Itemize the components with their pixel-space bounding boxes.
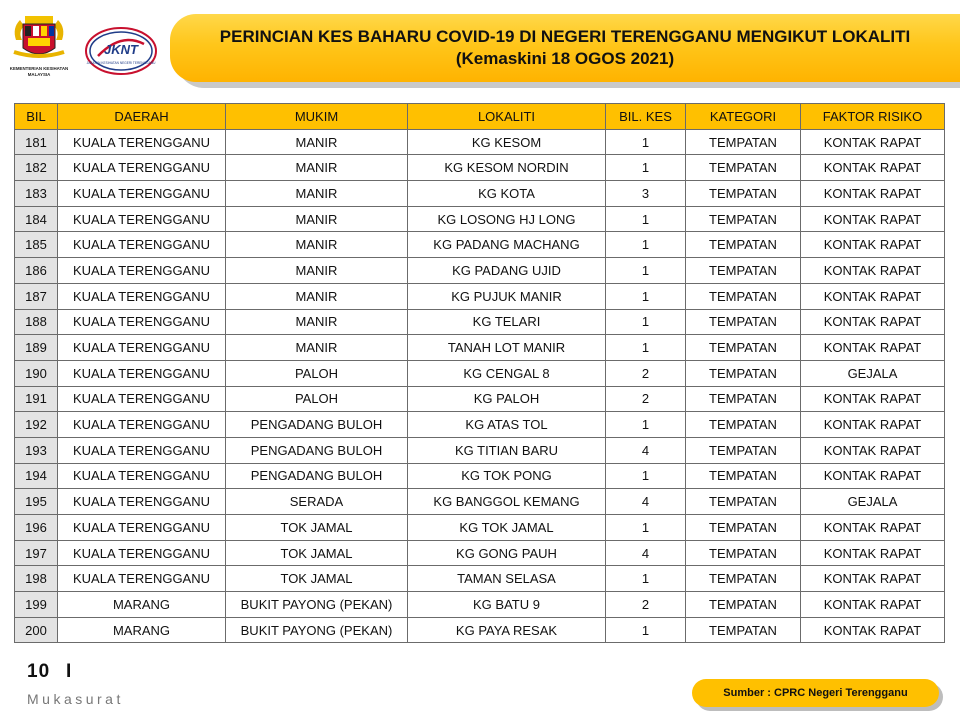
cell-bil-kes: 4	[606, 540, 686, 566]
cell-daerah: KUALA TERENGGANU	[58, 335, 226, 361]
table-row	[15, 386, 945, 412]
cell-lokaliti: KG GONG PAUH	[408, 540, 606, 566]
cell-bil: 195	[15, 489, 58, 515]
cell-daerah: KUALA TERENGGANU	[58, 360, 226, 386]
cell-kategori: TEMPATAN	[686, 360, 801, 386]
header-col-daerah: DAERAH	[58, 104, 226, 130]
cell-faktor-risiko: KONTAK RAPAT	[801, 129, 945, 155]
cell-mukim: MANIR	[226, 335, 408, 361]
cell-lokaliti: KG BATU 9	[408, 592, 606, 618]
cell-mukim: TOK JAMAL	[226, 540, 408, 566]
table-row	[15, 232, 945, 258]
table-row	[15, 129, 945, 155]
cell-lokaliti: KG KOTA	[408, 181, 606, 207]
cell-daerah: KUALA TERENGGANU	[58, 515, 226, 541]
cell-bil-kes: 1	[606, 309, 686, 335]
cell-daerah: MARANG	[58, 592, 226, 618]
cell-bil-kes: 1	[606, 129, 686, 155]
table-row	[15, 206, 945, 232]
cell-bil: 183	[15, 181, 58, 207]
cell-daerah: KUALA TERENGGANU	[58, 566, 226, 592]
table-row	[15, 463, 945, 489]
cell-daerah: KUALA TERENGGANU	[58, 309, 226, 335]
cell-bil-kes: 2	[606, 386, 686, 412]
cell-faktor-risiko: KONTAK RAPAT	[801, 335, 945, 361]
cell-bil: 192	[15, 412, 58, 438]
cell-bil-kes: 3	[606, 181, 686, 207]
cell-bil: 185	[15, 232, 58, 258]
cell-daerah: KUALA TERENGGANU	[58, 283, 226, 309]
cell-mukim: PENGADANG BULOH	[226, 412, 408, 438]
page-word: Mukasurat	[27, 691, 124, 707]
cell-kategori: TEMPATAN	[686, 181, 801, 207]
cell-kategori: TEMPATAN	[686, 283, 801, 309]
cell-lokaliti: KG TITIAN BARU	[408, 437, 606, 463]
table-row	[15, 437, 945, 463]
cell-daerah: KUALA TERENGGANU	[58, 181, 226, 207]
cell-bil: 184	[15, 206, 58, 232]
cell-mukim: MANIR	[226, 309, 408, 335]
cell-kategori: TEMPATAN	[686, 129, 801, 155]
cell-bil-kes: 2	[606, 360, 686, 386]
cell-lokaliti: KG PADANG MACHANG	[408, 232, 606, 258]
header-col-faktor-risiko: FAKTOR RISIKO	[801, 104, 945, 130]
svg-text:JABATAN KESIHATAN NEGERI TEREN: JABATAN KESIHATAN NEGERI TERENGGANU	[86, 61, 156, 65]
cell-daerah: KUALA TERENGGANU	[58, 155, 226, 181]
cell-kategori: TEMPATAN	[686, 309, 801, 335]
cell-bil-kes: 1	[606, 617, 686, 643]
cell-kategori: TEMPATAN	[686, 206, 801, 232]
header-col-kategori: KATEGORI	[686, 104, 801, 130]
jknt-logo	[84, 26, 158, 76]
svg-text:KEMENTERIAN KESIHATAN: KEMENTERIAN KESIHATAN	[9, 66, 69, 71]
cell-bil: 196	[15, 515, 58, 541]
cell-faktor-risiko: KONTAK RAPAT	[801, 283, 945, 309]
cell-daerah: KUALA TERENGGANU	[58, 540, 226, 566]
cell-faktor-risiko: KONTAK RAPAT	[801, 463, 945, 489]
cell-mukim: BUKIT PAYONG (PEKAN)	[226, 592, 408, 618]
cell-bil-kes: 1	[606, 258, 686, 284]
cell-faktor-risiko: KONTAK RAPAT	[801, 412, 945, 438]
cell-kategori: TEMPATAN	[686, 412, 801, 438]
table-row	[15, 592, 945, 618]
cell-faktor-risiko: KONTAK RAPAT	[801, 540, 945, 566]
cell-bil: 182	[15, 155, 58, 181]
table-row	[15, 489, 945, 515]
cell-lokaliti: KG TOK PONG	[408, 463, 606, 489]
table-row	[15, 412, 945, 438]
cell-daerah: KUALA TERENGGANU	[58, 386, 226, 412]
cell-lokaliti: KG TOK JAMAL	[408, 515, 606, 541]
cell-daerah: KUALA TERENGGANU	[58, 258, 226, 284]
cell-daerah: KUALA TERENGGANU	[58, 412, 226, 438]
header-col-bil-kes: BIL. KES	[606, 104, 686, 130]
cell-faktor-risiko: GEJALA	[801, 489, 945, 515]
table-row	[15, 258, 945, 284]
cell-bil-kes: 1	[606, 232, 686, 258]
cell-mukim: MANIR	[226, 129, 408, 155]
cell-bil-kes: 2	[606, 592, 686, 618]
cell-lokaliti: TANAH LOT MANIR	[408, 335, 606, 361]
table-row	[15, 566, 945, 592]
cell-kategori: TEMPATAN	[686, 566, 801, 592]
cell-faktor-risiko: KONTAK RAPAT	[801, 181, 945, 207]
cell-faktor-risiko: KONTAK RAPAT	[801, 155, 945, 181]
cell-mukim: TOK JAMAL	[226, 515, 408, 541]
cell-kategori: TEMPATAN	[686, 437, 801, 463]
cell-faktor-risiko: KONTAK RAPAT	[801, 437, 945, 463]
cell-mukim: MANIR	[226, 206, 408, 232]
cell-daerah: MARANG	[58, 617, 226, 643]
page-separator: I	[66, 661, 72, 682]
cell-faktor-risiko: KONTAK RAPAT	[801, 206, 945, 232]
cell-lokaliti: KG PALOH	[408, 386, 606, 412]
cell-bil-kes: 1	[606, 412, 686, 438]
cell-bil: 197	[15, 540, 58, 566]
cell-mukim: PALOH	[226, 386, 408, 412]
cell-mukim: MANIR	[226, 155, 408, 181]
table-row	[15, 540, 945, 566]
cell-mukim: PENGADANG BULOH	[226, 463, 408, 489]
cell-bil-kes: 1	[606, 206, 686, 232]
cell-lokaliti: KG BANGGOL KEMANG	[408, 489, 606, 515]
cell-faktor-risiko: KONTAK RAPAT	[801, 386, 945, 412]
cell-bil-kes: 4	[606, 489, 686, 515]
cell-bil: 194	[15, 463, 58, 489]
cell-bil: 193	[15, 437, 58, 463]
cell-bil-kes: 1	[606, 283, 686, 309]
cell-bil-kes: 1	[606, 566, 686, 592]
cell-mukim: PENGADANG BULOH	[226, 437, 408, 463]
cell-bil: 186	[15, 258, 58, 284]
title-line-2: (Kemaskini 18 OGOS 2021)	[455, 49, 675, 68]
svg-text:MALAYSIA: MALAYSIA	[27, 72, 51, 77]
cell-faktor-risiko: GEJALA	[801, 360, 945, 386]
header-col-mukim: MUKIM	[226, 104, 408, 130]
cell-mukim: MANIR	[226, 258, 408, 284]
cell-faktor-risiko: KONTAK RAPAT	[801, 566, 945, 592]
cell-kategori: TEMPATAN	[686, 489, 801, 515]
cell-kategori: TEMPATAN	[686, 592, 801, 618]
cell-kategori: TEMPATAN	[686, 386, 801, 412]
table-body	[15, 129, 945, 643]
cell-bil-kes: 4	[606, 437, 686, 463]
cell-lokaliti: KG TELARI	[408, 309, 606, 335]
page-title	[175, 26, 955, 70]
table-row	[15, 181, 945, 207]
cell-bil: 187	[15, 283, 58, 309]
cell-mukim: MANIR	[226, 232, 408, 258]
cell-daerah: KUALA TERENGGANU	[58, 463, 226, 489]
cell-daerah: KUALA TERENGGANU	[58, 206, 226, 232]
cell-mukim: BUKIT PAYONG (PEKAN)	[226, 617, 408, 643]
cell-daerah: KUALA TERENGGANU	[58, 232, 226, 258]
cell-faktor-risiko: KONTAK RAPAT	[801, 232, 945, 258]
table-row	[15, 335, 945, 361]
cell-lokaliti: KG LOSONG HJ LONG	[408, 206, 606, 232]
cell-kategori: TEMPATAN	[686, 515, 801, 541]
table-row	[15, 283, 945, 309]
cell-daerah: KUALA TERENGGANU	[58, 129, 226, 155]
table-row	[15, 155, 945, 181]
cell-mukim: SERADA	[226, 489, 408, 515]
cell-mukim: PALOH	[226, 360, 408, 386]
cell-kategori: TEMPATAN	[686, 335, 801, 361]
cell-kategori: TEMPATAN	[686, 232, 801, 258]
cell-lokaliti: KG KESOM NORDIN	[408, 155, 606, 181]
cell-kategori: TEMPATAN	[686, 258, 801, 284]
cell-mukim: TOK JAMAL	[226, 566, 408, 592]
cell-daerah: KUALA TERENGGANU	[58, 489, 226, 515]
cell-faktor-risiko: KONTAK RAPAT	[801, 258, 945, 284]
cell-bil: 190	[15, 360, 58, 386]
cell-daerah: KUALA TERENGGANU	[58, 437, 226, 463]
cell-bil-kes: 1	[606, 155, 686, 181]
svg-text:JKNT: JKNT	[104, 42, 138, 57]
ministry-of-health-crest-logo	[8, 10, 70, 82]
cell-lokaliti: KG ATAS TOL	[408, 412, 606, 438]
header-col-lokaliti: LOKALITI	[408, 104, 606, 130]
cell-bil: 188	[15, 309, 58, 335]
cell-bil-kes: 1	[606, 515, 686, 541]
cell-bil: 191	[15, 386, 58, 412]
cell-lokaliti: KG PUJUK MANIR	[408, 283, 606, 309]
header-col-bil: BIL	[15, 104, 58, 130]
cell-mukim: MANIR	[226, 181, 408, 207]
cell-faktor-risiko: KONTAK RAPAT	[801, 515, 945, 541]
cell-bil-kes: 1	[606, 335, 686, 361]
cell-faktor-risiko: KONTAK RAPAT	[801, 592, 945, 618]
case-table	[14, 103, 945, 643]
cell-lokaliti: KG PADANG UJID	[408, 258, 606, 284]
cell-kategori: TEMPATAN	[686, 617, 801, 643]
cell-kategori: TEMPATAN	[686, 540, 801, 566]
table-row	[15, 360, 945, 386]
cell-bil: 198	[15, 566, 58, 592]
cell-bil: 200	[15, 617, 58, 643]
cell-kategori: TEMPATAN	[686, 463, 801, 489]
cell-lokaliti: TAMAN SELASA	[408, 566, 606, 592]
cell-faktor-risiko: KONTAK RAPAT	[801, 309, 945, 335]
table-header-row	[15, 104, 945, 130]
cell-faktor-risiko: KONTAK RAPAT	[801, 617, 945, 643]
page-number: 10	[27, 661, 51, 682]
cell-kategori: TEMPATAN	[686, 155, 801, 181]
table-row	[15, 515, 945, 541]
table-row	[15, 617, 945, 643]
cell-bil: 181	[15, 129, 58, 155]
source-badge: Sumber : CPRC Negeri Terengganu	[692, 679, 939, 707]
cell-bil: 189	[15, 335, 58, 361]
cell-mukim: MANIR	[226, 283, 408, 309]
cell-lokaliti: KG PAYA RESAK	[408, 617, 606, 643]
cell-lokaliti: KG KESOM	[408, 129, 606, 155]
cell-bil-kes: 1	[606, 463, 686, 489]
cell-bil: 199	[15, 592, 58, 618]
table-row	[15, 309, 945, 335]
title-line-1: PERINCIAN KES BAHARU COVID-19 DI NEGERI TERENGGANU MENGIKUT LOKALITI	[219, 27, 911, 46]
cell-lokaliti: KG CENGAL 8	[408, 360, 606, 386]
